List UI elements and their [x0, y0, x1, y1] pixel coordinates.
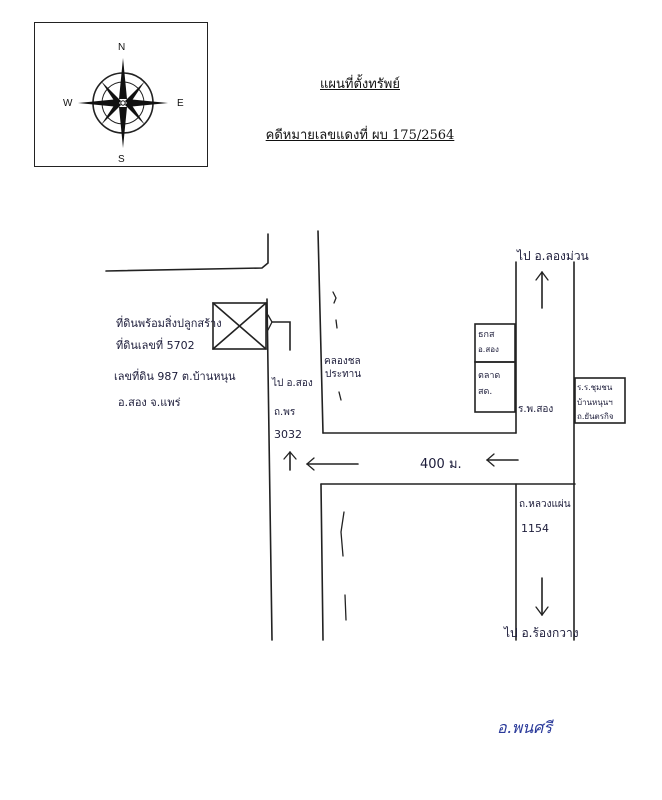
- main-road-label-2: ถ.พร: [274, 407, 296, 418]
- page-title: แผนที่ตั้งทรัพย์: [320, 77, 400, 92]
- property-label-1: ที่ดินพร้อมสิ่งปลูกสร้าง: [116, 317, 222, 330]
- to-north-label: ไป อ.ลองม่วน: [517, 249, 589, 263]
- main-road-left-edge: [267, 299, 272, 640]
- bank-label-2: อ.สอง: [478, 345, 499, 354]
- main-road-right-edge-upper: [318, 231, 323, 433]
- arrow-to-property: [272, 322, 290, 350]
- west-label: W: [63, 98, 73, 109]
- road-edge-top-left: [106, 234, 268, 271]
- school-label-2: บ้านหนุนฯ: [577, 398, 613, 407]
- canal-label-2: ประทาน: [325, 369, 362, 380]
- case-number: คดีหมายเลขแดงที่ ผบ 175/2564: [265, 128, 455, 143]
- school-label-3: ถ.ยันตรกิจ: [577, 412, 614, 421]
- main-road-right-edge-lower: [321, 484, 323, 640]
- canal-label-1: คลองชล: [324, 356, 361, 367]
- property-label-4: อ.สอง จ.แพร่: [118, 396, 181, 409]
- east-label: E: [177, 98, 184, 109]
- property-label-2: ที่ดินเลขที่ 5702: [116, 339, 195, 352]
- highway-label-1: ถ.หลวงแผ่น: [519, 499, 571, 510]
- school-label-1: ร.ร.ชุมชน: [577, 383, 613, 392]
- signature: อ.พนศรี: [497, 718, 552, 737]
- market-label-2: สด.: [478, 387, 493, 397]
- south-label: S: [118, 154, 125, 165]
- bank-label-1: ธกส: [478, 330, 495, 340]
- main-road-label-3: 3032: [274, 428, 302, 441]
- to-south-label: ไป อ.ร้องกวาง: [504, 626, 579, 640]
- property-label-3: เลขที่ดิน 987 ต.บ้านหนุน: [114, 370, 236, 383]
- market-label-1: ตลาด: [478, 371, 501, 381]
- main-road-label-1: ไป อ.สอง: [272, 378, 313, 389]
- distance-label: 400 ม.: [420, 457, 462, 472]
- highway-label-2: 1154: [521, 522, 549, 535]
- hospital-label: ร.พ.สอง: [518, 404, 554, 415]
- north-label: N: [118, 42, 126, 53]
